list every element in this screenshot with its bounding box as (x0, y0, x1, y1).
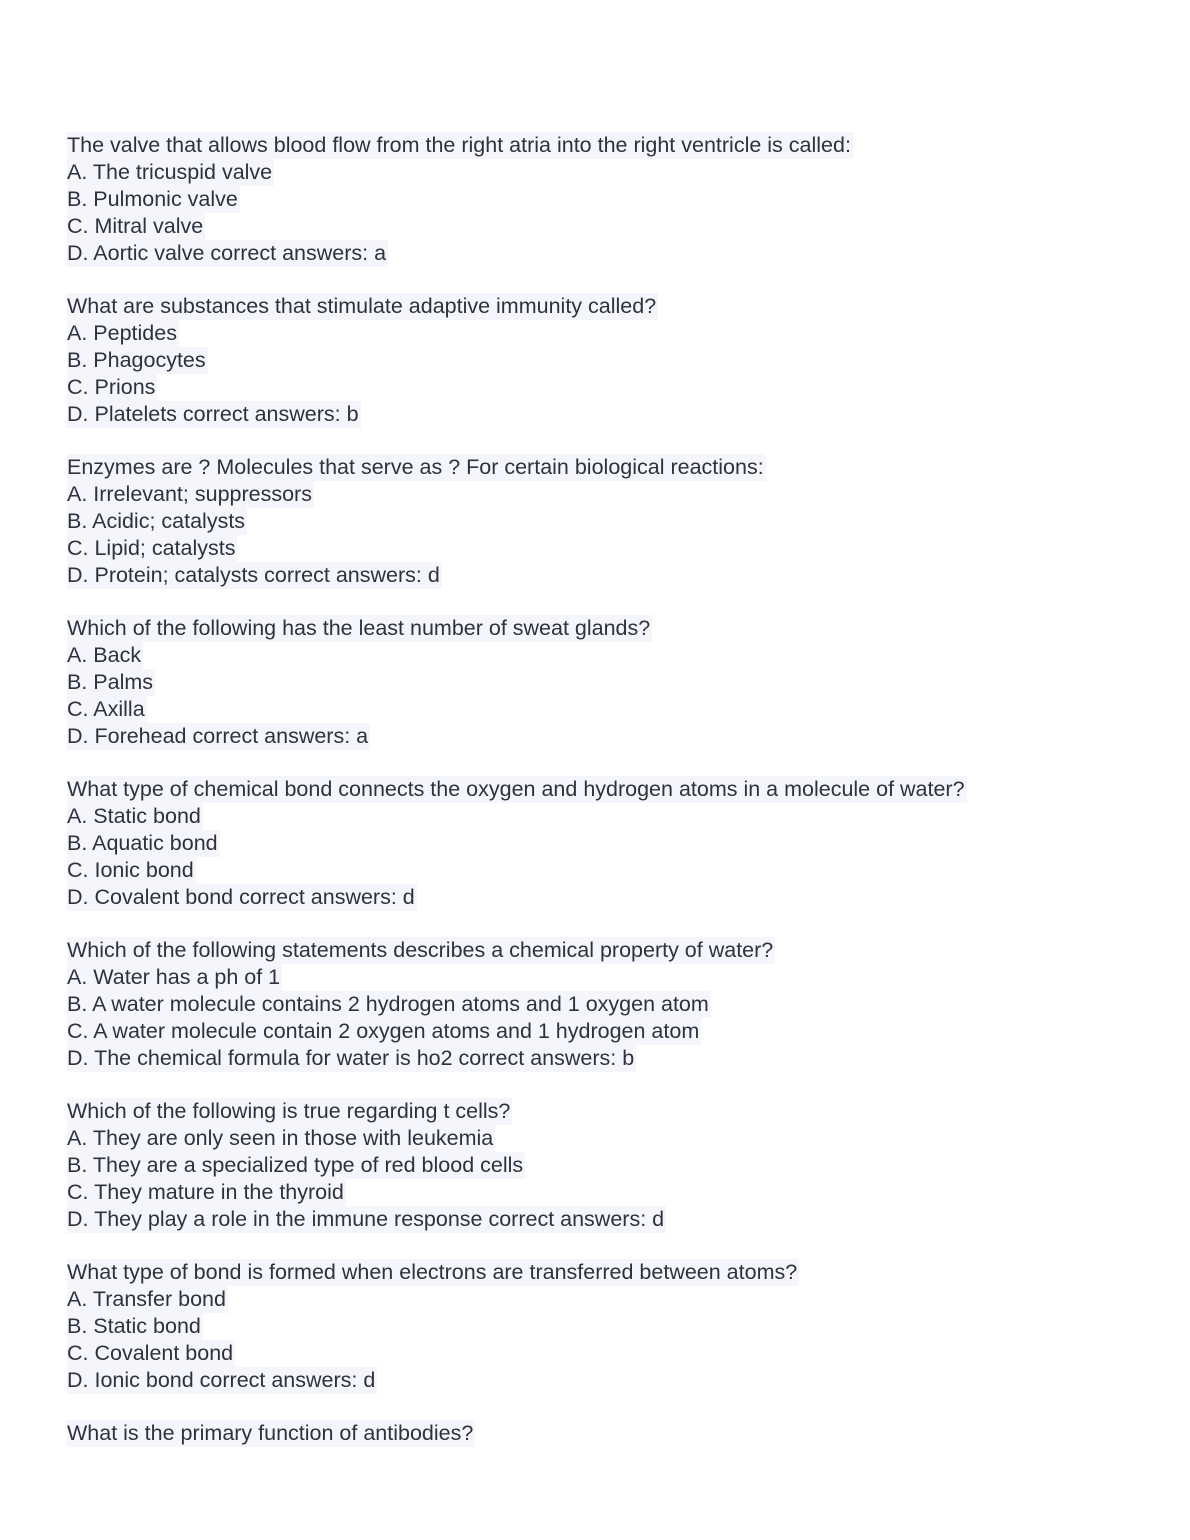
question-text: Enzymes are ? Molecules that serve as ? For certain biological reactions: (67, 455, 764, 479)
answer-option: C. Lipid; catalysts (67, 536, 236, 560)
question-block (67, 1420, 1167, 1447)
answer-option-with-key: D. Protein; catalysts correct answers: d (67, 563, 440, 587)
question-block (67, 776, 1167, 911)
answer-option: A. They are only seen in those with leukemia (67, 1126, 494, 1150)
answer-option: A. Transfer bond (67, 1287, 226, 1311)
answer-option: C. Prions (67, 375, 156, 399)
question-text: What is the primary function of antibodies? (67, 1421, 474, 1445)
question-text: Which of the following statements describes a chemical property of water? (67, 938, 774, 962)
question-text: Which of the following is true regarding t cells? (67, 1099, 511, 1123)
answer-option: A. Static bond (67, 804, 201, 828)
answer-option: C. Covalent bond (67, 1341, 234, 1365)
question-text: What type of bond is formed when electrons are transferred between atoms? (67, 1260, 798, 1284)
question-block (67, 132, 1167, 267)
answer-option-with-key: D. They play a role in the immune response correct answers: d (67, 1207, 665, 1231)
answer-option: C. Mitral valve (67, 214, 204, 238)
answer-option: B. Phagocytes (67, 348, 206, 372)
answer-option: B. Pulmonic valve (67, 187, 238, 211)
answer-option-with-key: D. The chemical formula for water is ho2 correct answers: b (67, 1046, 635, 1070)
question-block (67, 937, 1167, 1072)
answer-option: C. A water molecule contain 2 oxygen atoms and 1 hydrogen atom (67, 1019, 700, 1043)
answer-option: A. Back (67, 643, 142, 667)
answer-option-with-key: D. Forehead correct answers: a (67, 724, 369, 748)
answer-option: B. A water molecule contains 2 hydrogen atoms and 1 oxygen atom (67, 992, 709, 1016)
answer-option-with-key: D. Covalent bond correct answers: d (67, 885, 415, 909)
answer-option: C. They mature in the thyroid (67, 1180, 344, 1204)
answer-option: A. The tricuspid valve (67, 160, 273, 184)
answer-option: B. Aquatic bond (67, 831, 218, 855)
question-block (67, 454, 1167, 589)
question-block (67, 1098, 1167, 1233)
question-block (67, 1259, 1167, 1394)
question-text: The valve that allows blood flow from the right atria into the right ventricle is called: (67, 133, 851, 157)
answer-option-with-key: D. Ionic bond correct answers: d (67, 1368, 376, 1392)
answer-option: C. Axilla (67, 697, 145, 721)
answer-option: B. Static bond (67, 1314, 201, 1338)
answer-option: A. Water has a ph of 1 (67, 965, 281, 989)
answer-option: A. Irrelevant; suppressors (67, 482, 312, 506)
answer-option: C. Ionic bond (67, 858, 194, 882)
answer-option: B. Acidic; catalysts (67, 509, 246, 533)
question-block (67, 293, 1167, 428)
answer-option: A. Peptides (67, 321, 177, 345)
answer-option-with-key: D. Platelets correct answers: b (67, 402, 359, 426)
answer-option: B. Palms (67, 670, 154, 694)
question-text: Which of the following has the least number of sweat glands? (67, 616, 651, 640)
document-body (67, 132, 1167, 1473)
question-block (67, 615, 1167, 750)
answer-option: B. They are a specialized type of red blood cells (67, 1153, 524, 1177)
question-text: What type of chemical bond connects the oxygen and hydrogen atoms in a molecule of water? (67, 777, 965, 801)
answer-option-with-key: D. Aortic valve correct answers: a (67, 241, 387, 265)
question-text: What are substances that stimulate adaptive immunity called? (67, 294, 657, 318)
